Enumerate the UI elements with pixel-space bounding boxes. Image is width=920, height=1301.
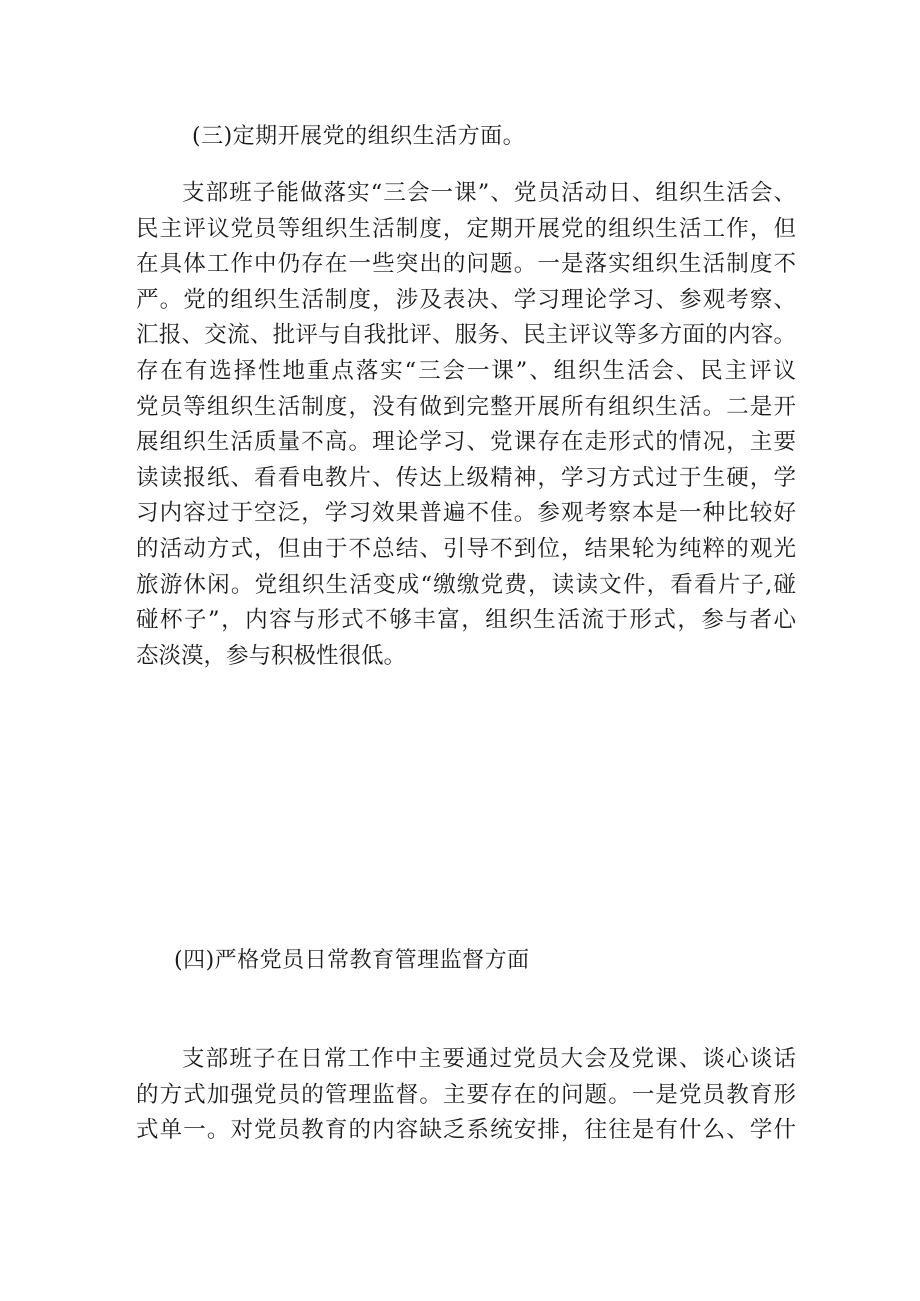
paragraph-line: 支部班子在日常工作中主要通过党员大会及党课、谈心谈话 bbox=[182, 1046, 796, 1072]
section-4-heading: (四)严格党员日常教育管理监督方面 bbox=[174, 948, 530, 973]
section-3-paragraph bbox=[136, 176, 796, 674]
paragraph-line: 汇报、交流、批评与自我批评、服务、民主评议等多方面的内容。 bbox=[136, 322, 796, 349]
paragraph-line: 党员等组织生活制度，没有做到完整开展所有组织生活。二是开 bbox=[136, 393, 796, 420]
paragraph-line: 民主评议党员等组织生活制度，定期开展党的组织生活工作，但 bbox=[136, 215, 796, 242]
paragraph-line: 存在有选择性地重点落实“三会一课”、组织生活会、民主评议 bbox=[136, 357, 796, 384]
paragraph-line: 习内容过于空泛，学习效果普遍不佳。参观考察本是一种比较好 bbox=[136, 500, 796, 527]
paragraph-line: 的活动方式，但由于不总结、引导不到位，结果轮为纯粹的观光 bbox=[136, 535, 796, 562]
paragraph-line: 展组织生活质量不高。理论学习、党课存在走形式的情况，主要 bbox=[136, 429, 796, 456]
paragraph-line: 在具体工作中仍存在一些突出的问题。一是落实组织生活制度不 bbox=[136, 251, 796, 278]
paragraph-line: 旅游休闲。党组织生活变成“缴缴党费，读读文件，看看片子,碰 bbox=[136, 571, 796, 598]
paragraph-line: 严。党的组织生活制度，涉及表决、学习理论学习、参观考察、 bbox=[136, 286, 796, 313]
paragraph-line: 态淡漠，参与积极性很低。 bbox=[136, 642, 407, 669]
section-3-heading: (三)定期开展党的组织生活方面。 bbox=[192, 124, 526, 149]
paragraph-line: 读读报纸、看看电教片、传达上级精神，学习方式过于生硬，学 bbox=[136, 464, 796, 491]
paragraph-line: 的方式加强党员的管理监督。主要存在的问题。一是党员教育形 bbox=[136, 1081, 796, 1108]
paragraph-line: 式单一。对党员教育的内容缺乏系统安排，往往是有什么、学什 bbox=[136, 1117, 796, 1144]
section-4-paragraph bbox=[136, 1042, 796, 1149]
paragraph-line: 支部班子能做落实“三会一课”、党员活动日、组织生活会、 bbox=[182, 180, 796, 206]
paragraph-line: 碰杯子”，内容与形式不够丰富，组织生活流于形式，参与者心 bbox=[136, 607, 796, 634]
